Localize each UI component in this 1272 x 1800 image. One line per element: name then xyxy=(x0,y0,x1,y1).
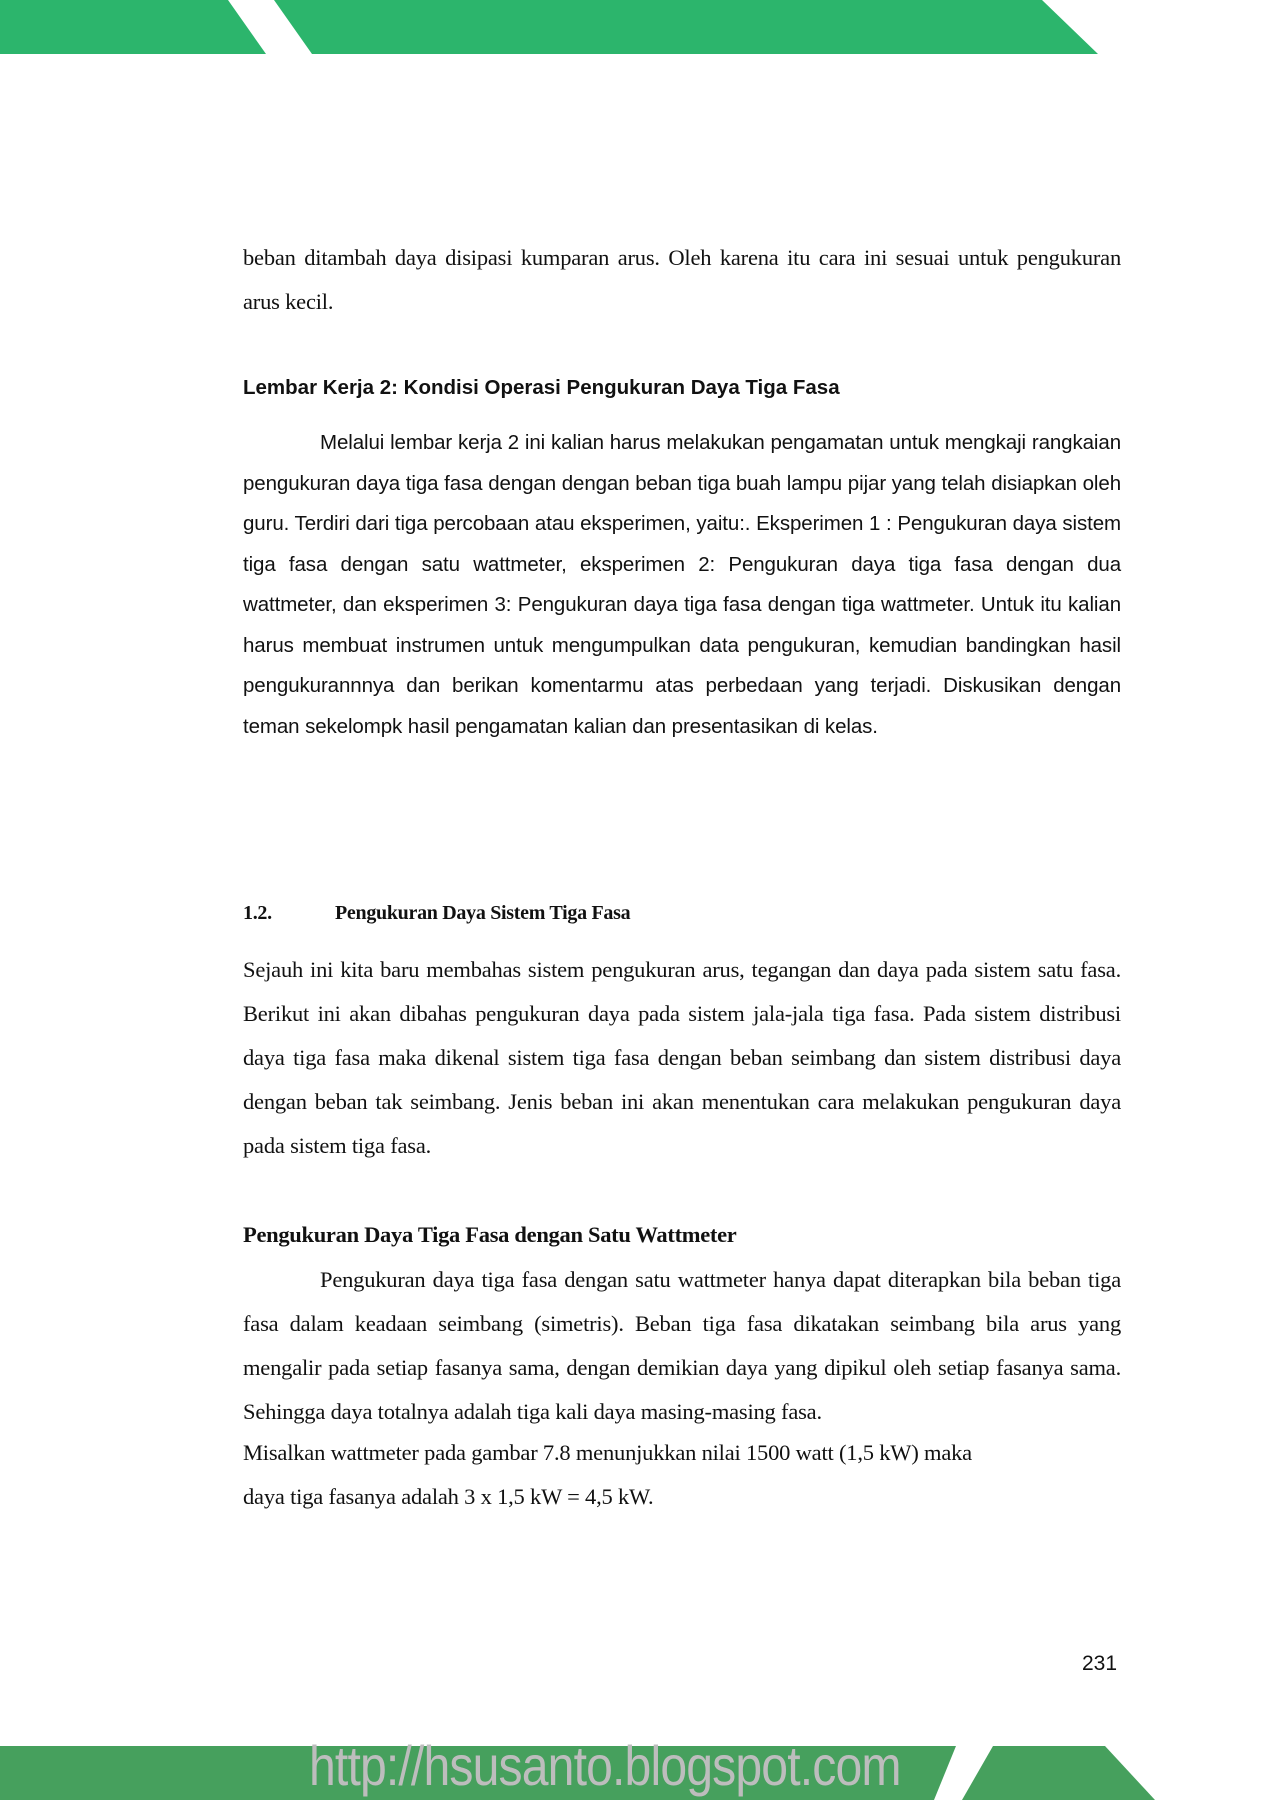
worksheet-body: Melalui lembar kerja 2 ini kalian harus melakukan pengamatan untuk mengkaji rangkaian pengukuran daya tiga fasa dengan dengan beban tiga buah lampu pijar yang telah disiapkan oleh guru. Terdiri dari tiga percobaan atau eksperimen, yaitu:. Eksperimen 1 : Pengukuran daya sistem tiga fasa dengan satu wattmeter, eksperimen 2: Pengukuran daya tiga fasa dengan dua wattmeter, dan eksperimen 3: Pengukuran daya tiga fasa dengan tiga wattmeter. Untuk itu kalian harus membuat instrumen untuk mengumpulkan data pengukuran, kemudian bandingkan hasil pengukurannnya dan berikan komentarmu atas perbedaan yang terjadi. Diskusikan dengan teman sekelompk hasil pengamatan kalian dan presentasikan di kelas. xyxy=(243,431,1121,738)
section-body-block xyxy=(243,948,1121,1168)
section-body: Sejauh ini kita baru membahas sistem pengukuran arus, tegangan dan daya pada sistem satu fasa. Berikut ini akan dibahas pengukuran daya pada sistem jala-jala tiga fasa. Pada sistem distribusi daya tiga fasa maka dikenal sistem tiga fasa dengan beban seimbang dan sistem distribusi daya dengan beban tak seimbang. Jenis beban ini akan menentukan cara melakukan pengukuran daya pada sistem tiga fasa. xyxy=(243,957,1121,1158)
worksheet-heading-block xyxy=(243,376,1121,400)
watermark-url: http://hsusanto.blogspot.com xyxy=(309,1734,901,1797)
page-number: 231 xyxy=(1082,1652,1118,1675)
subsection-heading: Pengukuran Daya Tiga Fasa dengan Satu Wattmeter xyxy=(243,1222,737,1247)
worksheet-body-block xyxy=(243,423,1121,747)
continuation-paragraph-block xyxy=(243,236,1121,324)
continuation-paragraph: beban ditambah daya disipasi kumparan arus. Oleh karena itu cara ini sesuai untuk pengukuran arus kecil. xyxy=(243,245,1121,314)
section-heading-block xyxy=(243,902,1121,925)
example-line-1: Misalkan wattmeter pada gambar 7.8 menunjukkan nilai 1500 watt (1,5 kW) maka xyxy=(243,1440,972,1465)
section-title: Pengukuran Daya Sistem Tiga Fasa xyxy=(335,902,631,924)
subsection-heading-block xyxy=(243,1222,1121,1248)
subsection-body-block xyxy=(243,1258,1121,1519)
section-heading xyxy=(243,902,1121,925)
header-band-right-segment xyxy=(274,0,1098,54)
footer-band-right-segment xyxy=(962,1746,1155,1800)
example-line-2: daya tiga fasanya adalah 3 x 1,5 kW = 4,5 kW. xyxy=(243,1484,654,1509)
worksheet-heading: Lembar Kerja 2: Kondisi Operasi Pengukuran Daya Tiga Fasa xyxy=(243,376,840,399)
header-band-left-segment xyxy=(0,0,266,54)
subsection-body: Pengukuran daya tiga fasa dengan satu wattmeter hanya dapat diterapkan bila beban tiga fasa dalam keadaan seimbang (simetris). Beban tiga fasa dikatakan seimbang bila arus yang mengalir pada setiap fasanya sama, dengan demikian daya yang dipikul oleh setiap fasanya sama. Sehingga daya totalnya adalah tiga kali daya masing-masing fasa. xyxy=(243,1267,1121,1424)
header-band-graphic xyxy=(0,0,1272,54)
header-decorative-band xyxy=(0,0,1272,54)
section-number: 1.2. xyxy=(243,902,272,924)
